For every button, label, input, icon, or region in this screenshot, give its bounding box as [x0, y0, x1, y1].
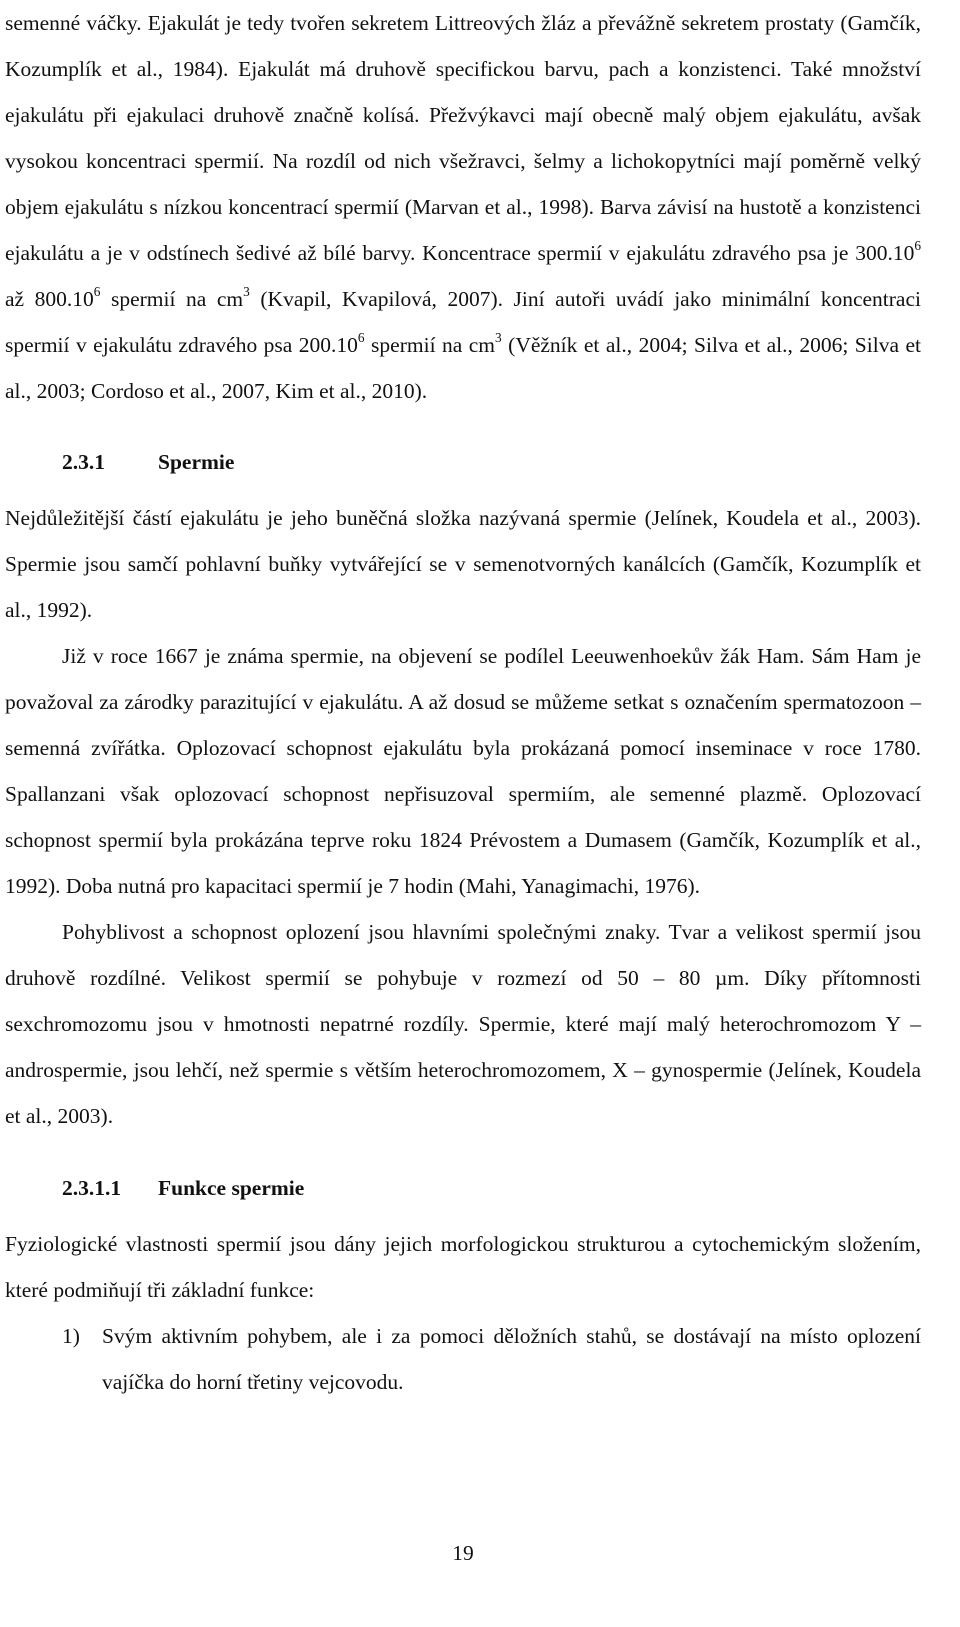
- list-item: [5, 1313, 921, 1405]
- spermie-paragraph-3: Pohyblivost a schopnost oplození jsou hlavními společnými znaky. Tvar a velikost spermií jsou druhově rozdílné. Velikost spermií se pohybuje v rozmezí od 50 – 80 µm. Díky přítomnosti sexchromozomu jsou v hmotnosti nepatrné rozdíly. Spermie, které mají malý heterochromozom Y – androspermie, jsou lehčí, než spermie s větším heterochromozomem, X – gynospermie (Jelínek, Koudela et al., 2003).: [5, 920, 921, 1128]
- spermie-paragraph-2: Již v roce 1667 je známa spermie, na objevení se podílel Leeuwenhoekův žák Ham. Sám Ham je považoval za zárodky parazitující v ejakulátu. A až dosud se můžeme setkat s označením spermatozoon – semenná zvířátka. Oplozovací schopnost ejakulátu byla prokázaná pomocí inseminace v roce 1780. Spallanzani však oplozovací schopnost nepřisuzoval spermiím, ale semenné plazmě. Oplozovací schopnost spermií byla prokázána teprve roku 1824 Prévostem a Dumasem (Gamčík, Kozumplík et al., 1992). Doba nutná pro kapacitaci spermií je 7 hodin (Mahi, Yanagimachi, 1976).: [5, 644, 921, 898]
- subsection-number: 2.3.1.1: [62, 1176, 122, 1200]
- section-number: 2.3.1: [62, 450, 105, 474]
- functions-list: [5, 1313, 921, 1405]
- document-page: [5, 0, 921, 1405]
- section-heading-funkce: [5, 1165, 921, 1211]
- spermie-paragraph-1: Nejdůležitější částí ejakulátu je jeho buněčná složka nazývaná spermie (Jelínek, Koudela et al., 2003). Spermie jsou samčí pohlavní buňky vytvářející se v semenotvorných kanálcích (Gamčík, Kozumplík et al., 1992).: [5, 506, 921, 622]
- section-title: Spermie: [158, 450, 235, 474]
- subsection-title: Funkce spermie: [158, 1176, 305, 1200]
- intro-paragraph: semenné váčky. Ejakulát je tedy tvořen sekretem Littreových žláz a převážně sekretem prostaty (Gamčík, Kozumplík et al., 1984). Ejakulát má druhově specifickou barvu, pach a konzistenci. Také množství ejakulátu při ejakulaci druhově značně kolísá. Přežvýkavci mají obecně malý objem ejakulátu, avšak vysokou koncentraci spermií. Na rozdíl od nich všežravci, šelmy a lichokopytníci mají poměrně velký objem ejakulátu s nízkou koncentrací spermií (Marvan et al., 1998). Barva závisí na hustotě a konzistenci ejakulátu a je v odstínech šedivé až bílé barvy. Koncentrace spermií v ejakulátu zdravého psa je 300.10$^6$ až 800.10$^6$ spermií na $cm^3$ (Kvapil, Kvapilová, 2007). Jiní autoři uvádí jako minimální koncentraci spermií v ejakulátu zdravého psa 200.10$^6$ spermií na $cm^3$ (Věžník et al., 2004; Silva et al., 2006; Silva et al., 2003; Cordoso et al., 2007, Kim et al., 2010).: [5, 11, 921, 403]
- list-marker: 1): [62, 1324, 80, 1348]
- page-number: 19: [452, 1541, 474, 1565]
- list-item-text: Svým aktivním pohybem, ale i za pomoci děložních stahů, se dostávají na místo oplození vajíčka do horní třetiny vejcovodu.: [102, 1324, 921, 1394]
- section-heading-spermie: [5, 439, 921, 485]
- funkce-paragraph: Fyziologické vlastnosti spermií jsou dány jejich morfologickou strukturou a cytochemickým složením, které podmiňují tři základní funkce:: [5, 1232, 921, 1302]
